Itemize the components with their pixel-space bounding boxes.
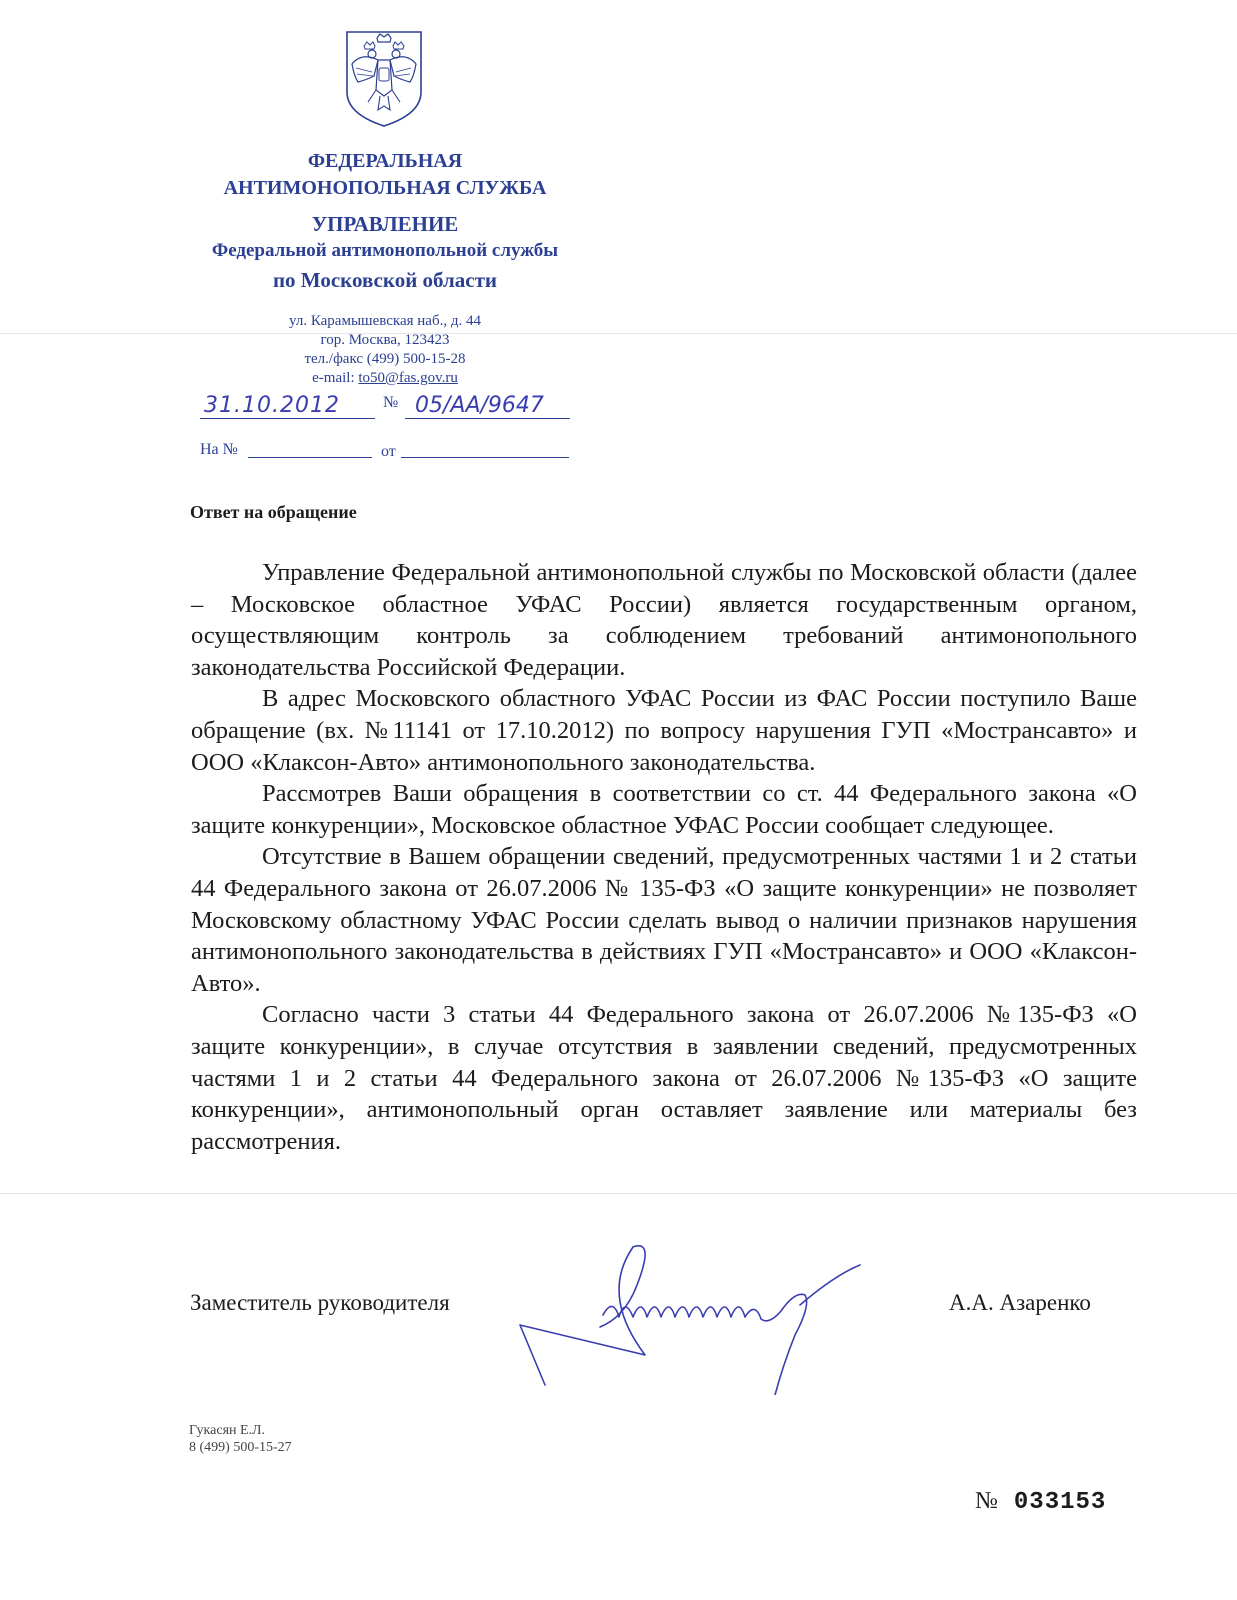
email-label: e-mail: bbox=[312, 370, 355, 386]
letterhead-department-title: УПРАВЛЕНИЕ bbox=[311, 212, 459, 236]
reply-number-label: На № bbox=[200, 441, 238, 458]
executor-name: Гукасян Е.Л. bbox=[189, 1423, 266, 1438]
address-block bbox=[240, 312, 530, 388]
address-city: гор. Москва, 123423 bbox=[320, 332, 450, 348]
serial-number-label: № bbox=[975, 1488, 998, 1514]
reply-date-label: от bbox=[381, 443, 396, 460]
address-phone: тел./факс (499) 500-15-28 bbox=[304, 351, 466, 367]
handwritten-signature bbox=[505, 1235, 885, 1395]
outgoing-date-handwritten: 31.10.2012 bbox=[204, 393, 340, 418]
reply-date-blank bbox=[401, 457, 569, 458]
executor-block bbox=[189, 1422, 292, 1456]
signatory-name: А.А. Азаренко bbox=[949, 1290, 1091, 1315]
executor-phone: 8 (499) 500-15-27 bbox=[189, 1440, 292, 1455]
letterhead-agency-line2: АНТИМОНОПОЛЬНАЯ СЛУЖБА bbox=[223, 177, 547, 199]
letterhead-region: по Московской области bbox=[272, 268, 498, 292]
paper-fold-line bbox=[0, 333, 1237, 334]
body-paragraph: Управление Федеральной антимонопольной службы по Московской области (далее – Московское областное УФАС России) является государственным органом, осуществляющим контроль за соблюдением требований антимонопольного законодательства Российской Федерации. bbox=[191, 559, 1137, 681]
outgoing-date-field bbox=[200, 388, 375, 419]
body-paragraph: Согласно части 3 статьи 44 Федерального закона от 26.07.2006 №135-ФЗ «О защите конкуренции», в случае отсутствия в заявлении сведений, предусмотренных частями 1 и 2 статьи 44 Федерального закона от 26.07.2006 №135-ФЗ «О защите конкуренции», антимонопольный орган оставляет заявление или материалы без рассмотрения. bbox=[191, 1001, 1137, 1155]
serial-number-value: 033153 bbox=[1013, 1489, 1107, 1516]
body-paragraph: В адрес Московского областного УФАС России из ФАС России поступило Ваше обращение (вх. №11141 от 17.10.2012) по вопросу нарушения ГУП «Мострансавто» и ООО «Клаксон-Авто» антимонопольного законодательства. bbox=[191, 685, 1137, 776]
signatory-position: Заместитель руководителя bbox=[190, 1290, 450, 1315]
letter-body bbox=[191, 557, 1137, 1157]
email-link[interactable]: to50@fas.gov.ru bbox=[358, 370, 458, 386]
letter-subject: Ответ на обращение bbox=[190, 502, 357, 522]
letterhead-department-line: Федеральной антимонопольной службы bbox=[211, 240, 559, 261]
outgoing-number-label: № bbox=[383, 394, 399, 411]
outgoing-number-handwritten: 05/АА/9647 bbox=[415, 393, 544, 418]
body-paragraph: Рассмотрев Ваши обращения в соответствии со ст. 44 Федерального закона «О защите конкуренции», Московское областное УФАС России сообщает следующее. bbox=[191, 780, 1137, 839]
outgoing-number-field bbox=[405, 386, 570, 419]
letterhead-agency-line1: ФЕДЕРАЛЬНАЯ bbox=[307, 150, 463, 172]
paper-fold-line bbox=[0, 1193, 1237, 1194]
coat-of-arms-emblem bbox=[344, 30, 424, 128]
body-paragraph: Отсутствие в Вашем обращении сведений, предусмотренных частями 1 и 2 статьи 44 Федерального закона от 26.07.2006 № 135-ФЗ «О защите конкуренции» не позволяет Московскому областному УФАС России сделать вывод о наличии признаков нарушения антимонопольного законодательства в действиях ГУП «Мострансавто» и ООО «Клаксон-Авто». bbox=[191, 843, 1137, 997]
reply-number-blank bbox=[248, 457, 372, 458]
address-street: ул. Карамышевская наб., д. 44 bbox=[289, 313, 481, 329]
serial-number bbox=[975, 1488, 1106, 1516]
